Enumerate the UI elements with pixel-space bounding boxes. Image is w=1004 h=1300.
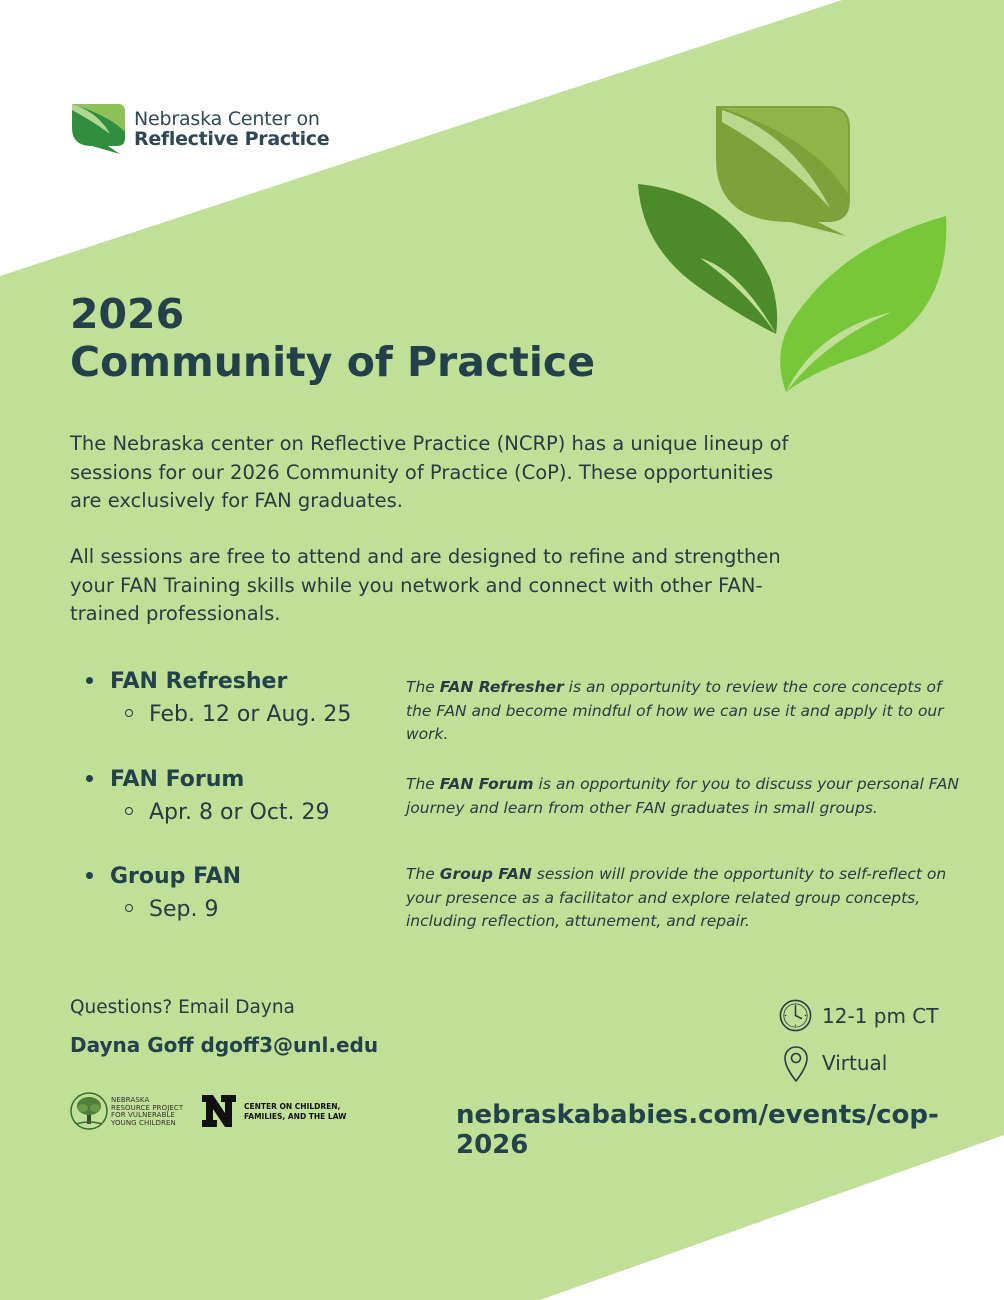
session-title-fan-forum: FAN Forum <box>86 767 244 792</box>
partner2-text: CENTER ON CHILDREN, FAMILIES, AND THE LAW <box>244 1102 347 1121</box>
speech-leaf-icon <box>70 102 126 154</box>
event-location: Virtual <box>822 1051 888 1075</box>
intro-paragraph-1: The Nebraska center on Reflective Practice (NCRP) has a unique lineup of sessions for our 2026 Community of Practice (CoP). These opportunities are exclusively for FAN graduates. <box>70 432 789 512</box>
intro-paragraph-2: All sessions are free to attend and are designed to refine and strengthen your FAN Training skills while you network and connect with other FAN-trained professionals. <box>70 545 781 625</box>
page-title <box>70 290 595 386</box>
partner1-text: NEBRASKA RESOURCE PROJECT FOR VULNERABLE YOUNG CHILDREN <box>111 1096 184 1127</box>
clock-icon <box>778 998 813 1033</box>
session-title-group-fan: Group FAN <box>86 864 241 889</box>
session-dates-fan-refresher: Feb. 12 or Aug. 25 <box>125 702 351 727</box>
event-url-link[interactable]: nebraskababies.com/events/cop-2026 <box>456 1100 939 1160</box>
leaves-illustration <box>630 98 960 398</box>
tree-seal-icon <box>70 1090 108 1132</box>
map-pin-icon <box>782 1045 810 1083</box>
title-year: 2026 <box>70 290 185 338</box>
org-name-line2: Reflective Practice <box>134 128 330 150</box>
session-dates-group-fan: Sep. 9 <box>125 897 218 922</box>
session-description-group-fan: The Group FAN session will provide the opportunity to self-reflect on your presence as a facilitator and explore related group concepts, including reflection, attunement, and repair. <box>406 865 947 930</box>
block-n-icon <box>201 1094 237 1128</box>
title-name: Community of Practice <box>70 338 596 386</box>
session-description-fan-forum: The FAN Forum is an opportunity for you to discuss your personal FAN journey and learn from other FAN graduates in small groups. <box>406 775 959 817</box>
questions-label: Questions? Email Dayna <box>70 997 295 1018</box>
contact-email[interactable]: Dayna Goff dgoff3@unl.edu <box>70 1033 379 1057</box>
session-title-fan-refresher: FAN Refresher <box>86 669 287 694</box>
session-description-fan-refresher: The FAN Refresher is an opportunity to review the core concepts of the FAN and become mindful of how we can use it and apply it to our work. <box>406 678 944 743</box>
event-time: 12-1 pm CT <box>822 1004 939 1028</box>
session-dates-fan-forum: Apr. 8 or Oct. 29 <box>125 800 330 825</box>
org-name-line1: Nebraska Center on <box>134 108 320 130</box>
